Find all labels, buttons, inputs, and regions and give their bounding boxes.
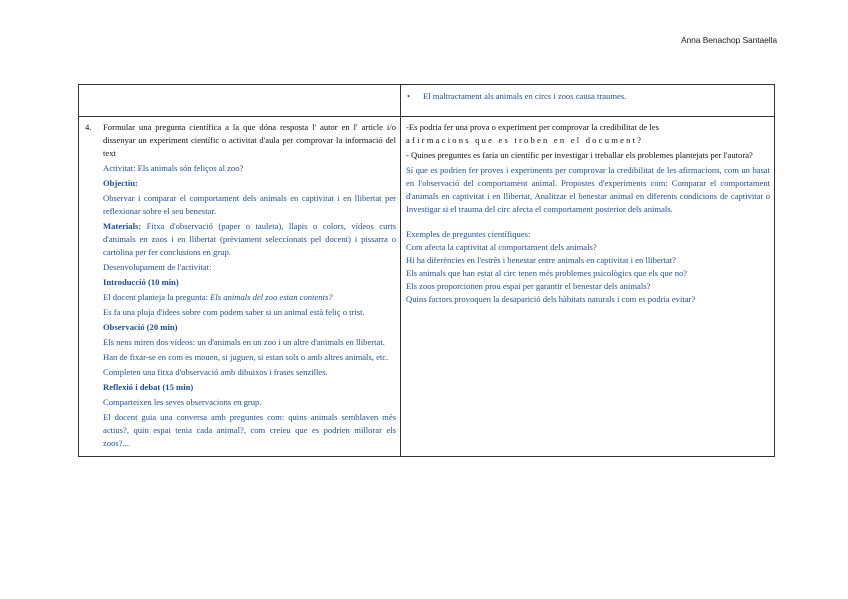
intro-question-prefix: El docent planteja la pregunta: bbox=[103, 292, 211, 302]
answer-text: Sí que es podrien fer proves i experiments per comprovar la credibilitat de les afirmacions, com un basat en l'observació del comportament animal. Propostes d'experiments com: Comparar el comportament d'animals en captivitat i en llibertat, Analitzar el benestar animal en diferents condicions de captivitat o Investigar si el trauma del circ afecta el comportament posterior dels animals. bbox=[406, 165, 770, 214]
intro-heading: Introducció (10 min) bbox=[103, 277, 179, 287]
question-text: Formular una pregunta científica a la que dóna resposta l' autor en l' article i/o dissenyar un experiment científic o activitat d'aula per comprovar la informació del text bbox=[103, 122, 396, 158]
question-1a: -Es podria fer una prova o experiment per comprovar la credibilitat de les bbox=[406, 122, 659, 132]
reflection-heading: Reflexió i debat (15 min) bbox=[103, 382, 194, 392]
reflection-text-2: El docent guia una conversa amb preguntes com: quins animals semblaven més actius?, quin espai tenia cada animal?, com creieu que es podrien millorar els zoos?... bbox=[103, 412, 396, 448]
example-question: Com afecta la captivitat al comportament dels animals? bbox=[406, 242, 597, 252]
materials-heading: Materials: bbox=[103, 221, 142, 231]
table-row bbox=[79, 117, 775, 457]
examples-heading: Exemples de preguntes científiques: bbox=[406, 229, 531, 239]
objective-text: Observar i comparar el comportament dels animals en captivitat i en llibertat per reflexionar sobre el seu benestar. bbox=[103, 193, 396, 216]
worksheet-table bbox=[78, 84, 775, 457]
bullet-icon: • bbox=[407, 91, 411, 101]
observation-text-1: Els nens miren dos vídeos: un d'animals en un zoo i un altre d'animals en llibertat. bbox=[103, 337, 385, 347]
objective-heading: Objectiu: bbox=[103, 178, 138, 188]
reflection-text-1: Comparteixen les seves observacions en grup. bbox=[103, 397, 262, 407]
example-question: Hi ha diferències en l'estrès i benestar entre animals en captivitat i en llibertat? bbox=[406, 255, 676, 265]
bullet-item bbox=[401, 85, 774, 101]
author-name: Anna Benachop Santaella bbox=[680, 35, 777, 45]
observation-text-2: Han de fixar-se en com es mouen, si juguen, si estan sols o amb altres animals, etc. bbox=[103, 352, 389, 362]
row1-left-cell bbox=[79, 85, 401, 117]
activity-title: Activitat: Els animals són feliços al zoo? bbox=[103, 163, 244, 173]
row2-left-cell bbox=[79, 117, 401, 457]
table-row bbox=[79, 85, 775, 117]
item-number: 4. bbox=[85, 122, 92, 132]
intro-text: Es fa una pluja d'idees sobre com podem saber si un animal està feliç o trist. bbox=[103, 307, 365, 317]
development-heading: Desenvolupament de l'activitat: bbox=[103, 262, 212, 272]
question-2: - Quines preguntes es faria un científic per investigar i treballar els problemes plantejats per l'autora? bbox=[406, 150, 753, 160]
bullet-text: El maltractament als animals en circs i zoos causa traumes. bbox=[423, 91, 627, 101]
question-1b: afirmacions que es troben en el document? bbox=[406, 135, 644, 145]
intro-question: Els animals del zoo estan contents? bbox=[210, 292, 333, 302]
row1-right-cell bbox=[401, 85, 775, 117]
row2-right-cell bbox=[401, 117, 775, 457]
observation-text-3: Completen una fitxa d'observació amb dibuixos i frases senzilles. bbox=[103, 367, 328, 377]
materials-text: Fitxa d'observació (paper o tauleta), llapis o colors, vídeos curts d'animals en zoos i en llibertat (prèviament seleccionats pel docent) i pissarra o cartolina per fer conclusions en grup. bbox=[103, 221, 396, 257]
example-question: Els animals que han estat al circ tenen més problemes psicològics que els que no? bbox=[406, 268, 688, 278]
observation-heading: Observació (20 min) bbox=[103, 322, 178, 332]
example-question: Quins factors provoquen la desaparició dels hàbitats naturals i com es podria evitar? bbox=[406, 294, 696, 304]
example-question: Els zoos proporcionen prou espai per garantir el benestar dels animals? bbox=[406, 281, 651, 291]
